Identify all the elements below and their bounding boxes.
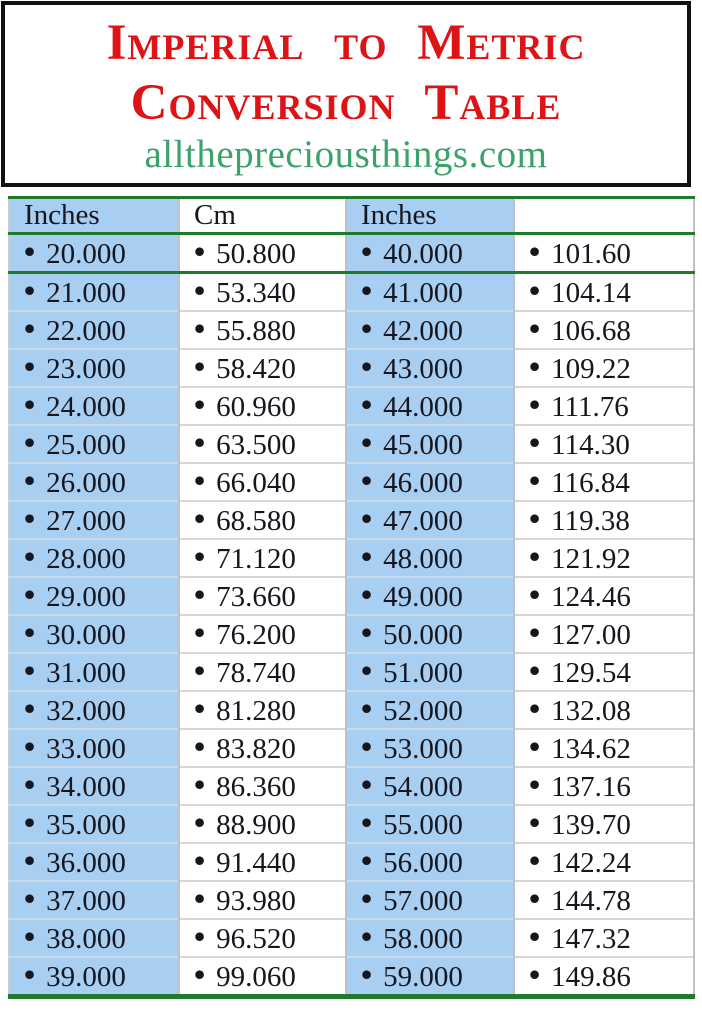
cell-value: 51.000 — [383, 657, 463, 689]
table-row — [9, 311, 694, 349]
table-row — [9, 615, 694, 653]
cell-value: 104.14 — [551, 277, 631, 309]
cell-value: 54.000 — [383, 771, 463, 803]
bullet-icon: • — [361, 843, 373, 878]
cell-value: 23.000 — [46, 353, 126, 385]
bullet-icon: • — [361, 577, 373, 612]
table-cell — [179, 805, 346, 843]
cell-value: 50.000 — [383, 619, 463, 651]
cell-value: 86.360 — [216, 771, 296, 803]
table-cell — [514, 463, 694, 501]
table-cell — [179, 843, 346, 881]
bullet-icon: • — [529, 425, 541, 460]
cell-value: 147.32 — [551, 923, 631, 955]
cell-value: 137.16 — [551, 771, 631, 803]
table-cell — [514, 957, 694, 997]
bullet-icon: • — [529, 767, 541, 802]
table-cell — [9, 425, 179, 463]
cell-value: 63.500 — [216, 429, 296, 461]
bullet-icon: • — [24, 577, 36, 612]
table-row — [9, 349, 694, 387]
title-box — [1, 1, 691, 187]
bullet-icon: • — [24, 957, 36, 992]
table-row — [9, 767, 694, 805]
column-header-inches-1: Inches — [9, 198, 179, 234]
table-cell — [9, 767, 179, 805]
table-cell — [514, 729, 694, 767]
bullet-icon: • — [24, 387, 36, 422]
bullet-icon: • — [529, 349, 541, 384]
table-cell — [179, 234, 346, 273]
table-cell — [9, 957, 179, 997]
table-cell — [9, 311, 179, 349]
bullet-icon: • — [361, 425, 373, 460]
cell-value: 81.280 — [216, 695, 296, 727]
table-cell — [346, 653, 514, 691]
cell-value: 48.000 — [383, 543, 463, 575]
table-row — [9, 387, 694, 425]
bullet-icon: • — [529, 539, 541, 574]
table-cell — [346, 539, 514, 577]
table-cell — [514, 539, 694, 577]
bullet-icon: • — [529, 463, 541, 498]
table-cell — [9, 273, 179, 312]
bullet-icon: • — [529, 843, 541, 878]
bullet-icon: • — [529, 501, 541, 536]
cell-value: 49.000 — [383, 581, 463, 613]
cell-value: 83.820 — [216, 733, 296, 765]
cell-value: 34.000 — [46, 771, 126, 803]
cell-value: 58.420 — [216, 353, 296, 385]
bullet-icon: • — [194, 577, 206, 612]
table-row — [9, 653, 694, 691]
bullet-icon: • — [361, 805, 373, 840]
bullet-icon: • — [24, 615, 36, 650]
cell-value: 39.000 — [46, 961, 126, 993]
cell-value: 116.84 — [551, 467, 630, 499]
bullet-icon: • — [194, 767, 206, 802]
cell-value: 29.000 — [46, 581, 126, 613]
cell-value: 36.000 — [46, 847, 126, 879]
cell-value: 114.30 — [551, 429, 630, 461]
bullet-icon: • — [194, 957, 206, 992]
cell-value: 134.62 — [551, 733, 631, 765]
table-cell — [179, 691, 346, 729]
table-cell — [179, 539, 346, 577]
table-cell — [179, 577, 346, 615]
table-header — [9, 198, 694, 234]
cell-value: 46.000 — [383, 467, 463, 499]
table-cell — [346, 425, 514, 463]
bullet-icon: • — [24, 805, 36, 840]
bullet-icon: • — [529, 311, 541, 346]
cell-value: 144.78 — [551, 885, 631, 917]
table-cell — [179, 957, 346, 997]
table-cell — [9, 729, 179, 767]
table-cell — [346, 843, 514, 881]
table-cell — [179, 881, 346, 919]
bullet-icon: • — [194, 501, 206, 536]
bullet-icon: • — [361, 349, 373, 384]
table-cell — [9, 881, 179, 919]
bullet-icon: • — [361, 767, 373, 802]
column-header-cm-1: Cm — [179, 198, 346, 234]
bullet-icon: • — [194, 729, 206, 764]
cell-value: 58.000 — [383, 923, 463, 955]
cell-value: 59.000 — [383, 961, 463, 993]
table-row — [9, 881, 694, 919]
cell-value: 37.000 — [46, 885, 126, 917]
cell-value: 31.000 — [46, 657, 126, 689]
bullet-icon: • — [361, 234, 373, 269]
table-cell — [346, 273, 514, 312]
cell-value: 96.520 — [216, 923, 296, 955]
cell-value: 30.000 — [46, 619, 126, 651]
table-cell — [179, 387, 346, 425]
table-cell — [346, 957, 514, 997]
bullet-icon: • — [361, 957, 373, 992]
bullet-icon: • — [194, 881, 206, 916]
cell-value: 28.000 — [46, 543, 126, 575]
table-cell — [346, 349, 514, 387]
table-cell — [514, 615, 694, 653]
cell-value: 101.60 — [551, 238, 631, 270]
bullet-icon: • — [361, 653, 373, 688]
table-cell — [179, 311, 346, 349]
bullet-icon: • — [361, 881, 373, 916]
bullet-icon: • — [24, 349, 36, 384]
bullet-icon: • — [194, 463, 206, 498]
table-cell — [346, 501, 514, 539]
bullet-icon: • — [24, 501, 36, 536]
cell-value: 25.000 — [46, 429, 126, 461]
table-cell — [179, 615, 346, 653]
bullet-icon: • — [194, 843, 206, 878]
title-line-2: Conversion Table — [130, 75, 562, 131]
cell-value: 42.000 — [383, 315, 463, 347]
table-cell — [346, 805, 514, 843]
bullet-icon: • — [361, 501, 373, 536]
cell-value: 52.000 — [383, 695, 463, 727]
table-row — [9, 691, 694, 729]
table-cell — [514, 653, 694, 691]
bullet-icon: • — [24, 539, 36, 574]
bullet-icon: • — [194, 919, 206, 954]
cell-value: 22.000 — [46, 315, 126, 347]
bullet-icon: • — [361, 273, 373, 308]
table-cell — [514, 501, 694, 539]
bullet-icon: • — [194, 273, 206, 308]
table-row — [9, 463, 694, 501]
table-cell — [514, 577, 694, 615]
table-row — [9, 729, 694, 767]
table-cell — [514, 273, 694, 312]
table-cell — [9, 501, 179, 539]
cell-value: 53.340 — [216, 277, 296, 309]
bullet-icon: • — [361, 463, 373, 498]
cell-value: 38.000 — [46, 923, 126, 955]
table-cell — [179, 501, 346, 539]
table-cell — [9, 577, 179, 615]
cell-value: 50.800 — [216, 238, 296, 270]
bullet-icon: • — [194, 539, 206, 574]
table-cell — [346, 463, 514, 501]
table-cell — [179, 729, 346, 767]
bullet-icon: • — [24, 691, 36, 726]
bullet-icon: • — [529, 653, 541, 688]
cell-value: 142.24 — [551, 847, 631, 879]
cell-value: 124.46 — [551, 581, 631, 613]
bullet-icon: • — [529, 273, 541, 308]
cell-value: 68.580 — [216, 505, 296, 537]
bullet-icon: • — [24, 767, 36, 802]
table-cell — [179, 349, 346, 387]
table-cell — [346, 767, 514, 805]
table-row — [9, 273, 694, 312]
table-cell — [346, 691, 514, 729]
table-cell — [346, 387, 514, 425]
cell-value: 55.000 — [383, 809, 463, 841]
cell-value: 149.86 — [551, 961, 631, 993]
cell-value: 119.38 — [551, 505, 630, 537]
cell-value: 129.54 — [551, 657, 631, 689]
table-cell — [9, 805, 179, 843]
bullet-icon: • — [24, 273, 36, 308]
bullet-icon: • — [194, 615, 206, 650]
table-cell — [346, 919, 514, 957]
bullet-icon: • — [24, 311, 36, 346]
cell-value: 132.08 — [551, 695, 631, 727]
bullet-icon: • — [194, 805, 206, 840]
table-body — [9, 234, 694, 997]
cell-value: 106.68 — [551, 315, 631, 347]
cell-value: 35.000 — [46, 809, 126, 841]
cell-value: 93.980 — [216, 885, 296, 917]
cell-value: 60.960 — [216, 391, 296, 423]
bullet-icon: • — [361, 615, 373, 650]
table-row — [9, 501, 694, 539]
table-cell — [179, 425, 346, 463]
bullet-icon: • — [24, 463, 36, 498]
bullet-icon: • — [529, 387, 541, 422]
table-cell — [179, 767, 346, 805]
table-cell — [179, 463, 346, 501]
table-cell — [514, 881, 694, 919]
table-row — [9, 957, 694, 997]
bullet-icon: • — [529, 234, 541, 269]
bullet-icon: • — [194, 349, 206, 384]
table-cell — [514, 349, 694, 387]
cell-value: 47.000 — [383, 505, 463, 537]
bullet-icon: • — [24, 843, 36, 878]
bullet-icon: • — [361, 387, 373, 422]
cell-value: 91.440 — [216, 847, 296, 879]
table-cell — [346, 881, 514, 919]
table-cell — [9, 387, 179, 425]
table-cell — [9, 843, 179, 881]
bullet-icon: • — [24, 729, 36, 764]
table-cell — [9, 539, 179, 577]
cell-value: 33.000 — [46, 733, 126, 765]
table-cell — [514, 425, 694, 463]
cell-value: 27.000 — [46, 505, 126, 537]
table-cell — [9, 919, 179, 957]
cell-value: 20.000 — [46, 238, 126, 270]
cell-value: 127.00 — [551, 619, 631, 651]
table-cell — [346, 729, 514, 767]
column-header-inches-2: Inches — [346, 198, 514, 234]
cell-value: 43.000 — [383, 353, 463, 385]
table-cell — [9, 691, 179, 729]
table-cell — [514, 387, 694, 425]
cell-value: 121.92 — [551, 543, 631, 575]
table-cell — [514, 311, 694, 349]
cell-value: 55.880 — [216, 315, 296, 347]
bullet-icon: • — [529, 615, 541, 650]
cell-value: 109.22 — [551, 353, 631, 385]
table-row — [9, 539, 694, 577]
table-cell — [514, 805, 694, 843]
table-cell — [9, 615, 179, 653]
cell-value: 41.000 — [383, 277, 463, 309]
cell-value: 53.000 — [383, 733, 463, 765]
bullet-icon: • — [24, 653, 36, 688]
table-cell — [9, 653, 179, 691]
table-cell — [9, 463, 179, 501]
cell-value: 111.76 — [551, 391, 629, 423]
table-cell — [346, 615, 514, 653]
table-cell — [179, 653, 346, 691]
cell-value: 24.000 — [46, 391, 126, 423]
table-cell — [514, 843, 694, 881]
bullet-icon: • — [529, 957, 541, 992]
bullet-icon: • — [194, 691, 206, 726]
table-row — [9, 805, 694, 843]
table-cell — [9, 349, 179, 387]
table-cell — [9, 234, 179, 273]
cell-value: 44.000 — [383, 391, 463, 423]
cell-value: 56.000 — [383, 847, 463, 879]
bullet-icon: • — [24, 919, 36, 954]
bullet-icon: • — [24, 234, 36, 269]
table-row — [9, 234, 694, 273]
table-row — [9, 577, 694, 615]
cell-value: 57.000 — [383, 885, 463, 917]
bullet-icon: • — [194, 425, 206, 460]
table-row — [9, 843, 694, 881]
cell-value: 88.900 — [216, 809, 296, 841]
table-cell — [179, 273, 346, 312]
cell-value: 40.000 — [383, 238, 463, 270]
bullet-icon: • — [24, 881, 36, 916]
bullet-icon: • — [194, 311, 206, 346]
table-cell — [514, 691, 694, 729]
bullet-icon: • — [361, 919, 373, 954]
table-row — [9, 425, 694, 463]
table-cell — [346, 311, 514, 349]
column-header-cm-2 — [514, 198, 694, 234]
bullet-icon: • — [529, 691, 541, 726]
table-cell — [514, 767, 694, 805]
bullet-icon: • — [529, 729, 541, 764]
bullet-icon: • — [194, 234, 206, 269]
bullet-icon: • — [24, 425, 36, 460]
table-cell — [514, 919, 694, 957]
cell-value: 71.120 — [216, 543, 296, 575]
bullet-icon: • — [361, 729, 373, 764]
cell-value: 99.060 — [216, 961, 296, 993]
cell-value: 32.000 — [46, 695, 126, 727]
cell-value: 45.000 — [383, 429, 463, 461]
bullet-icon: • — [529, 919, 541, 954]
cell-value: 66.040 — [216, 467, 296, 499]
title-line-1: Imperial to Metric — [106, 15, 586, 71]
cell-value: 21.000 — [46, 277, 126, 309]
bullet-icon: • — [529, 881, 541, 916]
bullet-icon: • — [194, 387, 206, 422]
header-row — [9, 198, 694, 234]
cell-value: 76.200 — [216, 619, 296, 651]
bullet-icon: • — [361, 311, 373, 346]
table-row — [9, 919, 694, 957]
bullet-icon: • — [529, 577, 541, 612]
cell-value: 78.740 — [216, 657, 296, 689]
table-cell — [346, 577, 514, 615]
cell-value: 26.000 — [46, 467, 126, 499]
conversion-table — [8, 196, 695, 999]
table-cell — [514, 234, 694, 273]
bullet-icon: • — [361, 691, 373, 726]
bullet-icon: • — [361, 539, 373, 574]
cell-value: 139.70 — [551, 809, 631, 841]
table-cell — [179, 919, 346, 957]
bullet-icon: • — [529, 805, 541, 840]
website-url: allthepreciousthings.com — [144, 133, 548, 176]
cell-value: 73.660 — [216, 581, 296, 613]
bullet-icon: • — [194, 653, 206, 688]
table-cell — [346, 234, 514, 273]
